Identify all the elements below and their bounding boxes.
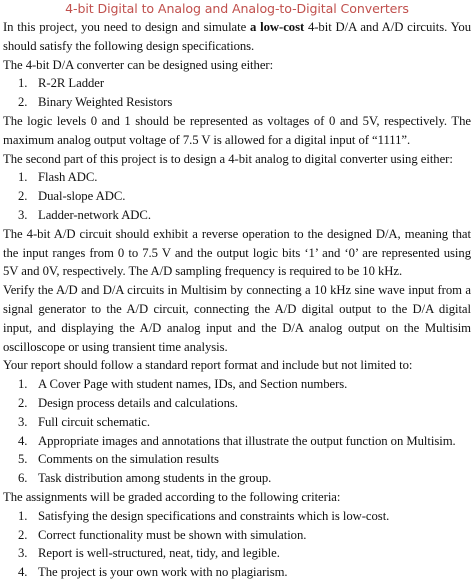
ad-spec-paragraph: The 4-bit A/D circuit should exhibit a reverse operation to the designed D/A, meaning that the input ranges from 0 to 7.5 V and the output logic bits ‘1’ and ‘0’ are represented using 5V and 0V, respectively. The A/D sampling frequency is required to be 10 kHz. [3,226,471,279]
report-intro: Your report should follow a standard report format and include but not limited to: [3,358,413,373]
list-number: 2. [18,95,28,110]
logic-levels-paragraph: The logic levels 0 and 1 should be represented as voltages of 0 and 5V, respectively. The maximum analog output voltage of 7.5 V is allowed for a digital input of “1111”. [3,113,471,147]
list-item [3,93,471,112]
list-text: Task distribution among students in the group. [38,471,272,486]
list-item [3,507,471,526]
list-number: 1. [18,508,28,523]
ad-options-list [3,168,471,224]
list-number: 4. [18,433,28,448]
list-item [3,526,471,545]
list-item [3,432,471,451]
list-text: Satisfying the design specifications and constraints which is low-cost. [38,508,390,523]
da-intro: The 4-bit D/A converter can be designed using either: [3,57,274,72]
list-number: 1. [18,76,28,91]
list-number: 2. [18,527,28,542]
grading-intro: The assignments will be graded according to the following criteria: [3,489,341,504]
list-item [3,74,471,93]
ad-intro: The second part of this project is to design a 4-bit analog to digital converter using either: [3,151,453,166]
list-item [3,375,471,394]
list-number: 3. [18,207,28,222]
list-number: 2. [18,395,28,410]
intro-text-end: 4-bit D/A and A/D circuits. You should satisfy the following design specifications. [3,20,471,53]
list-text: A Cover Page with student names, IDs, and Section numbers. [38,377,348,392]
list-text: Appropriate images and annotations that illustrate the output function on Multisim. [38,433,456,448]
list-item [3,206,471,225]
grading-items-list [3,507,471,582]
list-item [3,168,471,187]
list-item [3,394,471,413]
list-number: 3. [18,414,28,429]
intro-bold-text: a low-cost [250,20,305,34]
list-text: Report is well-structured, neat, tidy, and legible. [38,546,280,561]
list-item [3,469,471,488]
list-number: 2. [18,189,28,204]
verify-paragraph: Verify the A/D and D/A circuits in Multisim by connecting a 10 kHz sine wave input from a signal generator to the A/D circuit, connecting the A/D digital output to the D/A digital input, and displaying the A/D analog input and the D/A analog output on the Multisim oscilloscope or using transient time analysis. [3,283,471,354]
list-text: Correct functionality must be shown with simulation. [38,527,307,542]
list-text: Ladder-network ADC. [38,207,151,222]
list-text: Dual-slope ADC. [38,189,126,204]
list-item [3,563,471,582]
list-text: Binary Weighted Resistors [38,95,173,110]
intro-paragraph [3,18,471,56]
list-item [3,187,471,206]
list-number: 5. [18,452,28,467]
list-number: 1. [18,170,28,185]
list-number: 3. [18,546,28,561]
document-body [3,18,471,582]
list-number: 6. [18,471,28,486]
list-number: 4. [18,565,28,580]
list-item [3,450,471,469]
report-items-list [3,375,471,488]
list-number: 1. [18,377,28,392]
list-text: Comments on the simulation results [38,452,219,467]
list-item [3,413,471,432]
list-text: Flash ADC. [38,170,98,185]
list-text: The project is your own work with no plagiarism. [38,565,288,580]
list-text: Full circuit schematic. [38,414,150,429]
list-item [3,544,471,563]
da-options-list [3,74,471,112]
intro-text-start: In this project, you need to design and simulate [3,20,251,34]
list-text: R-2R Ladder [38,76,105,91]
list-text: Design process details and calculations. [38,395,238,410]
document-title: 4-bit Digital to Analog and Analog-to-Digital Converters [65,1,409,16]
document-page [3,0,471,582]
